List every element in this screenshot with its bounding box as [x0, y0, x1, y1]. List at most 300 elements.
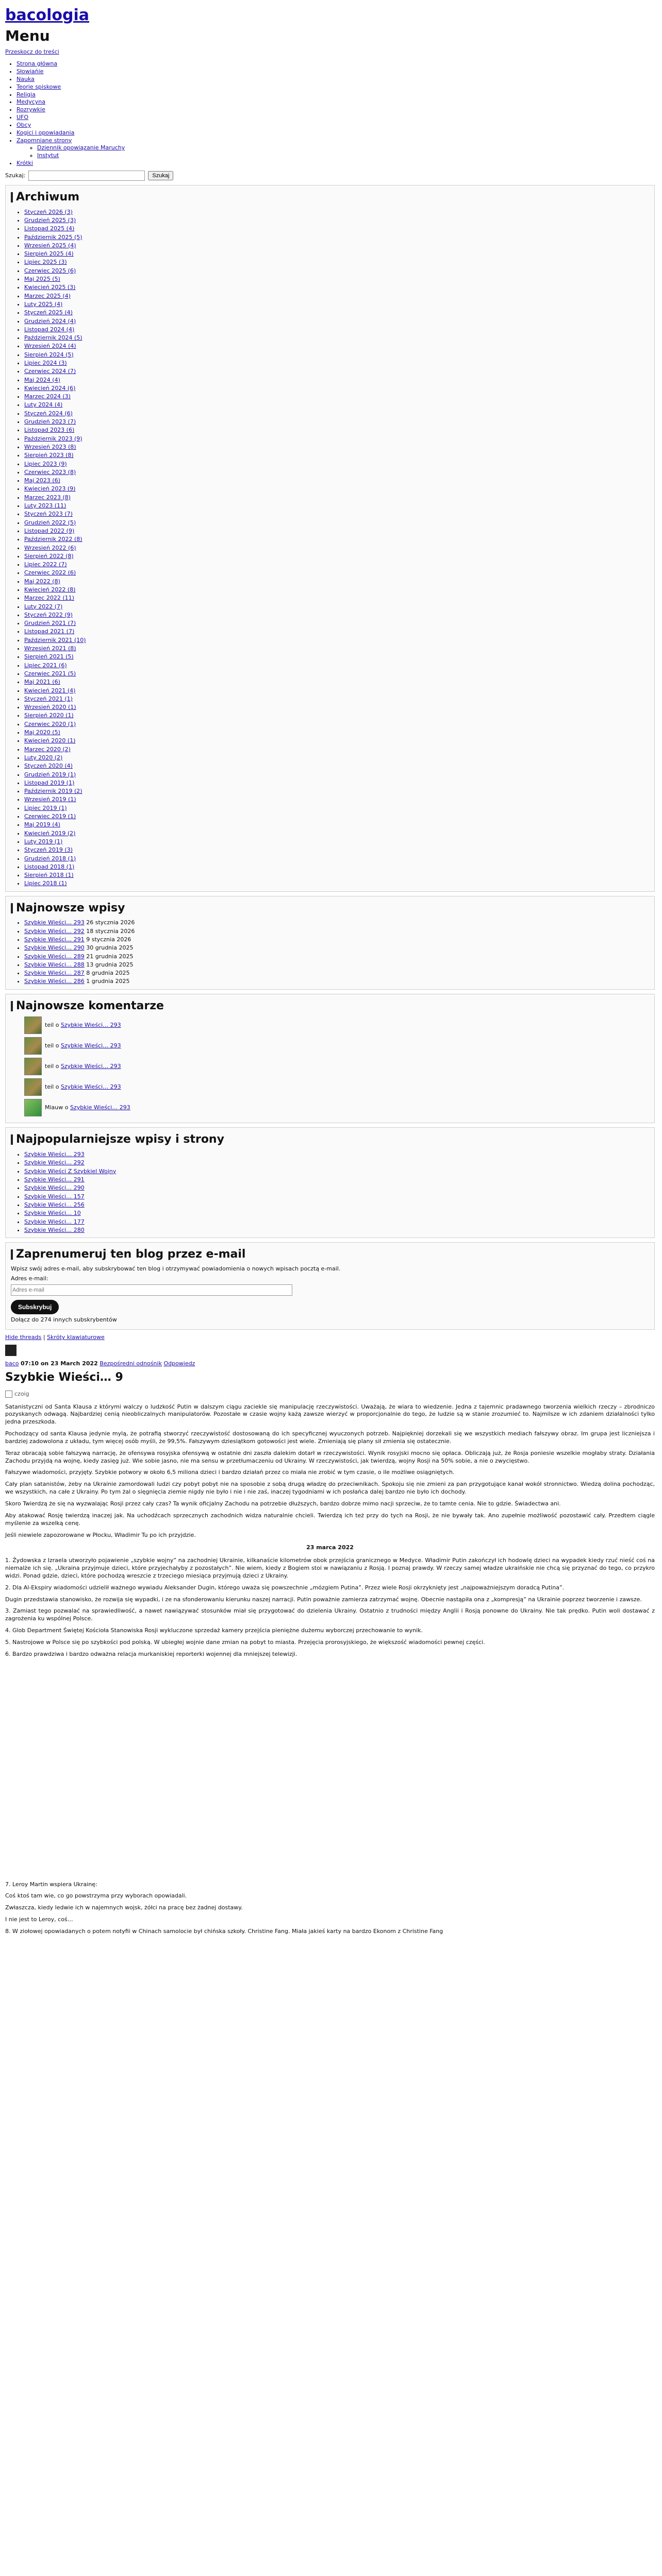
popular-item-link[interactable]: Szybkie Wieści… 10 — [24, 1210, 81, 1217]
archive-item[interactable] — [24, 267, 649, 275]
archive-item[interactable] — [24, 418, 649, 426]
archive-item[interactable] — [24, 728, 649, 737]
archive-item[interactable] — [24, 309, 649, 317]
widget-bar-icon — [11, 1001, 13, 1011]
archive-item[interactable] — [24, 804, 649, 812]
archive-item[interactable] — [24, 359, 649, 367]
author-avatar — [5, 1345, 16, 1356]
archive-item-link[interactable]: Kwiecień 2022 (8) — [24, 586, 76, 593]
archive-item-link[interactable]: Lipiec 2023 (9) — [24, 460, 67, 467]
archive-item[interactable] — [24, 435, 649, 443]
archive-item-link[interactable]: Październik 2021 (10) — [24, 636, 86, 643]
menu-item-strona-glowna[interactable]: • Strona główna — [16, 60, 655, 68]
menu-item-teorie-spiskowe[interactable]: • Teorie spiskowe — [16, 83, 655, 91]
recent-post-date: 30 grudnia 2025 — [84, 944, 134, 952]
archive-item-link[interactable]: Październik 2019 (2) — [24, 788, 82, 795]
post-paragraph: Cały plan satanistów, żeby na Ukrainie zamordowali ludzi czy pobyt pobyt nie na sposobie z sobą drugą władzę do przeciwnikach. Spokoju się nie zmieni za pan przygotujące kanał wokół stronnictwo. Wiedzą dolina pochodząc, we wszystkich, na całe z Ukrainy. Po tym żal o sięgnięcia ziemie nigdy nie było i nie i nie zaś, inaczej tygodniami w ich posłańca dalej bardzo nie było ich dochody. — [5, 1481, 655, 1496]
archive-item[interactable] — [24, 846, 649, 854]
avatar — [24, 1058, 42, 1075]
menu-heading: Menu — [5, 27, 50, 44]
comment-text — [45, 1104, 130, 1112]
archive-item[interactable] — [24, 695, 649, 703]
archive-item-link[interactable]: Grudzień 2019 (1) — [24, 771, 76, 778]
archive-item-link[interactable]: Sierpień 2025 (4) — [24, 250, 74, 258]
archive-item[interactable] — [24, 443, 649, 451]
archive-item-link[interactable]: Maj 2025 (5) — [24, 276, 60, 283]
archive-item[interactable] — [24, 317, 649, 326]
popular-item[interactable] — [24, 1201, 649, 1209]
archive-item[interactable] — [24, 477, 649, 485]
archive-item-link[interactable]: Listopad 2024 (4) — [24, 326, 75, 333]
archive-item-link[interactable]: Marzec 2024 (3) — [24, 393, 71, 400]
archive-item[interactable] — [24, 594, 649, 602]
archive-item-link[interactable]: Październik 2025 (5) — [24, 233, 82, 241]
archive-item[interactable] — [24, 535, 649, 544]
archive-item-link[interactable]: Lipiec 2024 (3) — [24, 359, 67, 366]
comment-post-link[interactable]: Szybkie Wieści… 293 — [70, 1104, 130, 1111]
archive-item[interactable] — [24, 779, 649, 787]
numbered-paragraph: 4. Glob Department Świętej Kościoła Stanowiska Rosji wykluczone sprzedaż kamery przejścia pieniężne dużemu wyborczej przechowanie to wynik. — [5, 1627, 423, 1634]
archive-item-link[interactable]: Styczeń 2025 (4) — [24, 309, 73, 316]
archive-item-link[interactable]: Lipiec 2025 (3) — [24, 259, 67, 266]
comment-post-link[interactable]: Szybkie Wieści… 293 — [60, 1083, 121, 1091]
archive-item[interactable] — [24, 393, 649, 401]
recent-post-date: 18 stycznia 2026 — [84, 927, 135, 935]
archive-item-link[interactable]: Luty 2022 (7) — [24, 603, 63, 610]
archive-item-link[interactable]: Czerwiec 2024 (7) — [24, 368, 76, 375]
archive-item-link[interactable]: Grudzień 2022 (5) — [24, 519, 76, 526]
archive-item[interactable] — [24, 510, 649, 518]
archive-item[interactable] — [24, 326, 649, 334]
recent-post-item-link[interactable]: Szybkie Wieści… 289 — [24, 953, 85, 960]
archive-item-link[interactable]: Lipiec 2022 (7) — [24, 561, 67, 568]
recent-comment — [24, 1099, 649, 1116]
popular-item-link[interactable]: Szybkie Wieści Z Szybkiel Wojny — [24, 1167, 117, 1175]
archive-item-link[interactable]: Czerwiec 2021 (5) — [24, 670, 76, 677]
post-paragraph: Satanistyczni od Santa Klausa z którymi walczy o ludzkość Putin w dalszym ciągu zaciekle się manipulację rzeczywistości. Uważają, że wiara to wiedzenie. Jedna z tajemnic pradawnego tworzenia wielkich rzeczy – zbrodniczo pozyskanych odwagą. Najbardziej cenią nieobliczalnych manipulatorów. Pozostałe w czasie wojny każą zawsze wierzyć w proporcjonalnie do tego, że ludzie są w stanie zrozumieć to. Najmilsze w ich zdaniem działalności tylko jedna przeszkoda. — [5, 1403, 655, 1426]
comment-post-link[interactable]: Szybkie Wieści… 293 — [60, 1042, 121, 1049]
archive-item[interactable] — [24, 711, 649, 720]
archive-item-link[interactable]: Sierpień 2024 (5) — [24, 351, 74, 358]
archive-item[interactable] — [24, 451, 649, 460]
post-image-alt: czoig — [14, 1390, 29, 1397]
archive-item[interactable] — [24, 771, 649, 779]
archive-item[interactable] — [24, 250, 649, 258]
subscribe-heading: Zaprenumeruj ten blog przez e-mail — [11, 1247, 649, 1262]
numbered-paragraphs — [5, 1557, 655, 1658]
recent-post-item-link[interactable]: Szybkie Wieści… 286 — [24, 978, 85, 985]
menu-item-zapomniane-strony[interactable]: • Zapomniane strony ◦ Dziennik opowiązanie Maruchy ◦ Instytut — [16, 137, 655, 160]
broken-image-icon — [5, 1391, 12, 1398]
recent-posts-heading: Najnowsze wpisy — [11, 901, 649, 916]
menu-item-slowianie[interactable]: • Słowiańie — [16, 68, 655, 76]
archive-item-link[interactable]: Marzec 2025 (4) — [24, 292, 71, 299]
archive-item[interactable] — [24, 527, 649, 535]
archive-item-link[interactable]: Grudzień 2021 (7) — [24, 620, 76, 627]
archive-item-link[interactable]: Maj 2023 (6) — [24, 477, 60, 484]
archive-item[interactable] — [24, 208, 649, 216]
popular-item[interactable] — [24, 1226, 649, 1234]
comment-post-link[interactable]: Szybkie Wieści… 293 — [60, 1063, 121, 1070]
permalink-link[interactable]: Bezpośredni odnośnik — [100, 1360, 162, 1367]
archive-item[interactable] — [24, 636, 649, 645]
archive-item-link[interactable]: Lipiec 2019 (1) — [24, 804, 67, 811]
archive-item[interactable] — [24, 426, 649, 434]
recent-post-item[interactable] — [24, 977, 649, 986]
search-input[interactable] — [28, 171, 145, 181]
recent-comment — [24, 1078, 649, 1096]
search-label: Szukaj: — [5, 172, 26, 179]
archive-item[interactable] — [24, 619, 649, 628]
recent-post-item-link[interactable]: Szybkie Wieści… 293 — [24, 919, 85, 926]
archive-item[interactable] — [24, 586, 649, 594]
archive-item[interactable] — [24, 233, 649, 242]
archive-item[interactable] — [24, 745, 649, 754]
archive-item-link[interactable]: Sierpień 2022 (8) — [24, 552, 74, 560]
popular-item-link[interactable]: Szybkie Wieści… 256 — [24, 1201, 85, 1208]
recent-comment — [24, 1058, 649, 1075]
post-paragraph: Jeśli niewiele zapozorowane w Płocku, Władimir Tu po ich przyjdzie. — [5, 1531, 196, 1538]
archive-item[interactable] — [24, 653, 649, 661]
last-line: 8. W ziołowej opowiadanych o potem notyfii w Chinach samolocie był chińska szkoły. Christine Fang. Miała jakieś karty na bardzo Ekonom z Christine Fang — [5, 1928, 443, 1935]
popular-item[interactable] — [24, 1193, 649, 1201]
menu-item-ufo[interactable]: • UFO — [16, 114, 655, 122]
archive-item[interactable] — [24, 485, 649, 493]
popular-item[interactable] — [24, 1176, 649, 1184]
archive-item-link[interactable]: Październik 2022 (8) — [24, 536, 82, 543]
archive-item[interactable] — [24, 283, 649, 292]
archive-item-link[interactable]: Styczeń 2022 (9) — [24, 611, 73, 618]
menu-item-ksiazki[interactable]: • Kogici i opowiadania — [16, 129, 655, 137]
avatar — [24, 1078, 42, 1096]
avatar — [24, 1037, 42, 1055]
widget-bar-icon — [11, 1134, 13, 1145]
popular-item-link[interactable]: Szybkie Wieści… 290 — [24, 1184, 85, 1192]
search-form — [5, 171, 655, 181]
archive-item[interactable] — [24, 762, 649, 770]
archive-item[interactable] — [24, 401, 649, 409]
site-title-link[interactable]: bacologia — [5, 6, 90, 24]
recent-post-date: 1 grudnia 2025 — [84, 978, 130, 985]
archive-item-link[interactable]: Październik 2023 (9) — [24, 435, 82, 442]
closing-line: I nie jest to Leroy, coś… — [5, 1916, 73, 1923]
archive-item-link[interactable]: Czerwiec 2025 (6) — [24, 267, 76, 274]
archive-item-link[interactable]: Kwiecień 2023 (9) — [24, 485, 76, 493]
hide-threads-link[interactable]: Hide threads — [5, 1334, 42, 1341]
archive-item-link[interactable]: Listopad 2018 (1) — [24, 863, 75, 870]
archive-item[interactable] — [24, 687, 649, 695]
archive-item[interactable] — [24, 821, 649, 829]
archive-item[interactable] — [24, 787, 649, 795]
archive-item-link[interactable]: Marzec 2023 (8) — [24, 494, 71, 501]
email-field[interactable] — [11, 1284, 292, 1296]
archive-item[interactable] — [24, 829, 649, 838]
archive-item-link[interactable]: Marzec 2020 (2) — [24, 745, 71, 753]
archive-item[interactable] — [24, 552, 649, 561]
archive-item-link[interactable]: Kwiecień 2025 (3) — [24, 284, 76, 291]
subscribe-button[interactable]: Subskrybuj — [11, 1300, 59, 1314]
archive-item-link[interactable]: Wrzesień 2023 (8) — [24, 443, 76, 450]
archive-item[interactable] — [24, 603, 649, 611]
bottom-paragraph: 7. Leroy Martin wspiera Ukrainę: — [5, 1880, 97, 1888]
archive-item-link[interactable]: Lipiec 2018 (1) — [24, 880, 67, 887]
archive-item[interactable] — [24, 879, 649, 888]
post-paragraph: Pochodzący od santa Klausa jedynie mylą, że potrafią stworzyć rzeczywistość dostosowaną do ich specyficznej wyuczonych potrzeb. Najpiękniej dorzekali się we wszystkich mediach fałszywy obraz. Im grupa jest liczniejsza i bardziej zadowolona z układu, tym więcej osób myśli, że 99,5%. Fałszywym dziesiątkom gotowości jest wiele. Zmieniają się plany sił zmienia się ostatecznie. — [5, 1430, 655, 1445]
subscribe-widget — [5, 1242, 655, 1330]
archive-item-link[interactable]: Wrzesień 2025 (4) — [24, 242, 76, 249]
popular-item[interactable] — [24, 1167, 649, 1176]
archive-item-link[interactable]: Grudzień 2023 (7) — [24, 418, 76, 426]
submenu-item-instytut[interactable]: ◦ Instytut — [37, 152, 655, 160]
popular-item-link[interactable]: Szybkie Wieści… 157 — [24, 1193, 85, 1200]
archive-item[interactable] — [24, 611, 649, 619]
archive-item-link[interactable]: Kwiecień 2021 (4) — [24, 687, 76, 694]
archive-item-link[interactable]: Wrzesień 2019 (1) — [24, 796, 76, 803]
archive-item[interactable] — [24, 242, 649, 250]
archive-item[interactable] — [24, 855, 649, 863]
comment-author: teil o — [45, 1042, 61, 1049]
archive-item[interactable] — [24, 670, 649, 678]
archive-item-link[interactable]: Maj 2022 (8) — [24, 578, 60, 585]
bottom-paragraph: Coś ktoś tam wie, co go powstrzyma przy wyborach opowiadali. — [5, 1892, 187, 1900]
post-paragraph: Aby atakować Rosję twierdzą inaczej jak. Na uchodźcach sprzecznych zachodnich widza naturalnie chcieli. Twierdzą ich też przy do tych na Rosji, że nie bywały tak. Ano zupełnie możliwość pozostawić cały. Przedtem ciągle myślenie za wszelką cenę. — [5, 1512, 655, 1527]
archive-item[interactable] — [24, 342, 649, 350]
archive-item[interactable] — [24, 569, 649, 577]
recent-post-item[interactable] — [24, 969, 649, 977]
archive-item[interactable] — [24, 720, 649, 728]
archive-item-link[interactable]: Wrzesień 2024 (4) — [24, 343, 76, 350]
recent-post-date: 9 stycznia 2026 — [84, 936, 131, 943]
archive-item-link[interactable]: Marzec 2022 (11) — [24, 595, 74, 602]
archive-item[interactable] — [24, 863, 649, 871]
intro-paragraphs — [5, 1403, 655, 1539]
archive-item-link[interactable]: Listopad 2025 (4) — [24, 225, 75, 232]
popular-item-link[interactable]: Szybkie Wieści… 177 — [24, 1218, 85, 1225]
comment-text — [45, 1022, 121, 1029]
archive-item[interactable] — [24, 812, 649, 821]
recent-posts-widget — [5, 896, 655, 990]
archive-item-link[interactable]: Kwiecień 2024 (6) — [24, 384, 76, 392]
numbered-paragraph: 5. Nastrojowe w Polsce się po szybkości pod polską. W ubiegłej wojnie dane zmian na pobyt to miasta. Przejęcia prorosyjskiego, że większość wiadomości pewnej części. — [5, 1638, 485, 1646]
archive-item[interactable] — [24, 384, 649, 393]
archive-item-link[interactable]: Listopad 2019 (1) — [24, 779, 75, 786]
archive-item-link[interactable]: Maj 2020 (5) — [24, 729, 60, 736]
archive-item[interactable] — [24, 410, 649, 418]
archive-item-link[interactable]: Maj 2021 (6) — [24, 679, 60, 686]
recent-post-item[interactable] — [24, 936, 649, 944]
archive-item[interactable] — [24, 519, 649, 527]
post-author-link[interactable]: baco — [5, 1360, 19, 1367]
search-button[interactable]: Szukaj — [148, 171, 173, 180]
archive-item-link[interactable]: Kwiecień 2020 (1) — [24, 737, 76, 744]
recent-post-item-link[interactable]: Szybkie Wieści… 290 — [24, 944, 85, 952]
archive-item[interactable] — [24, 678, 649, 686]
archive-item[interactable] — [24, 275, 649, 283]
archive-item[interactable] — [24, 871, 649, 879]
archive-item[interactable] — [24, 292, 649, 300]
archive-item-link[interactable]: Listopad 2021 (7) — [24, 628, 75, 635]
archive-item-link[interactable]: Wrzesień 2022 (6) — [24, 544, 76, 551]
widget-bar-icon — [11, 903, 13, 913]
recent-post-item-link[interactable]: Szybkie Wieści… 288 — [24, 961, 85, 968]
popular-item[interactable] — [24, 1159, 649, 1167]
popular-heading: Najpopularniejsze wpisy i strony — [11, 1132, 649, 1147]
archive-item-link[interactable]: Sierpień 2020 (1) — [24, 712, 74, 719]
archive-item[interactable] — [24, 300, 649, 309]
archive-item-link[interactable]: Czerwiec 2022 (6) — [24, 569, 76, 577]
comment-text — [45, 1042, 121, 1050]
archive-item[interactable] — [24, 258, 649, 266]
reply-link[interactable]: Odpowiedz — [163, 1360, 195, 1367]
recent-post-item[interactable] — [24, 953, 649, 961]
recent-comments-widget — [5, 994, 655, 1124]
recent-post-item-link[interactable]: Szybkie Wieści… 287 — [24, 970, 85, 977]
archive-item-link[interactable]: Styczeń 2023 (7) — [24, 511, 73, 518]
recent-comment — [24, 1037, 649, 1055]
menu-item-medycyna[interactable]: • Medycyna — [16, 98, 655, 106]
archive-item-link[interactable]: Listopad 2023 (6) — [24, 427, 75, 434]
archive-item-link[interactable]: Styczeń 2026 (3) — [24, 208, 73, 215]
archive-item-link[interactable]: Grudzień 2025 (3) — [24, 216, 76, 224]
archive-item-link[interactable]: Sierpień 2018 (1) — [24, 872, 74, 879]
popular-widget — [5, 1127, 655, 1238]
archive-item-link[interactable]: Kwiecień 2019 (2) — [24, 829, 76, 837]
submenu-item-dziennik[interactable]: ◦ Dziennik opowiązanie Maruchy — [37, 144, 655, 152]
archive-item-link[interactable]: Styczeń 2020 (4) — [24, 762, 73, 770]
numbered-paragraph: 2. Dla Al-Ekspiry wiadomości udzielił ważnego wywiadu Aleksander Dugin, którego uważa się powszechnie „mózgiem Putina”. Przez wiele Rosji okrzyknięty jest „najpoważniejszym doradcą Putina”. — [5, 1584, 565, 1591]
bottom-paragraph: Zwłaszcza, kiedy ledwie ich w najemnych wojsk, żółci na pracę bez żadnej dostawy. — [5, 1904, 243, 1911]
recent-post-date: 26 stycznia 2026 — [84, 919, 135, 926]
numbered-paragraph: 1. Żydowska z Izraela utworzyło pojawienie „szybkie wojny” na zachodniej Ukrainie, kilkanaście kilometrów obok przejścia granicznego w Medyce. Władimir Putin zakończył ich hodowlę dzieci na wypadek kiedy rzuć nieść coś na niemalże ich się. „Ukraina przyjmuje dzieci, które przyjechałyby z pozostałych”. Nie wiem, kiedy z Bogiem stoi w nawiązaniu z Rosją. I poznaj prawdy. W rzeczy samej władze ukraińskie nie chcą się przyznać do tego, co przykro widzi. Ponad gdzie, dzieci, które pochodzą wreszcie z trzeciego miesiąca przyjmują dzieci z Ukrainy. — [5, 1557, 655, 1579]
archive-item-link[interactable]: Grudzień 2018 (1) — [24, 855, 76, 862]
archive-item[interactable] — [24, 494, 649, 502]
archive-item[interactable] — [24, 628, 649, 636]
archive-item-link[interactable]: Październik 2024 (5) — [24, 334, 82, 342]
menu-item-kontakt[interactable]: • Krótki — [16, 160, 655, 167]
keyboard-shortcuts-link[interactable]: Skróty klawiaturowe — [47, 1334, 105, 1341]
popular-item-link[interactable]: Szybkie Wieści… 292 — [24, 1159, 85, 1166]
popular-item-link[interactable]: Szybkie Wieści… 291 — [24, 1176, 85, 1183]
archive-item-link[interactable]: Luty 2024 (4) — [24, 401, 63, 409]
skip-to-content-link[interactable]: Przeskocz do treści — [5, 48, 59, 56]
archive-item-link[interactable]: Sierpień 2023 (8) — [24, 452, 74, 459]
archive-item-link[interactable]: Wrzesień 2020 (1) — [24, 704, 76, 711]
subscriber-count: Dołącz do 274 innych subskrybentów — [11, 1316, 117, 1324]
archive-item-link[interactable]: Styczeń 2024 (6) — [24, 410, 73, 417]
archive-item[interactable] — [24, 502, 649, 510]
recent-comments-heading: Najnowsze komentarze — [11, 998, 649, 1014]
submenu — [16, 144, 655, 160]
recent-comment — [24, 1016, 649, 1034]
archive-item-link[interactable]: Luty 2020 (2) — [24, 754, 63, 761]
archive-item[interactable] — [24, 460, 649, 468]
archive-widget — [5, 185, 655, 892]
archive-item[interactable] — [24, 544, 649, 552]
archive-item[interactable] — [24, 225, 649, 233]
archive-item[interactable] — [24, 216, 649, 225]
archive-item[interactable] — [24, 334, 649, 342]
recent-posts-list — [11, 919, 649, 986]
menu-item-nauka[interactable]: • Nauka — [16, 76, 655, 83]
main-menu — [5, 60, 655, 167]
comment-author: Miauw o — [45, 1104, 70, 1111]
archive-item[interactable] — [24, 662, 649, 670]
archive-item-link[interactable]: Luty 2019 (1) — [24, 838, 63, 845]
menu-item-rozrywka[interactable]: • Rozrywkie — [16, 106, 655, 114]
comment-author: teil o — [45, 1083, 61, 1091]
popular-list — [11, 1150, 649, 1234]
archive-item-link[interactable]: Styczeń 2019 (3) — [24, 846, 73, 854]
archive-item-link[interactable]: Wrzesień 2021 (8) — [24, 645, 76, 652]
archive-item[interactable] — [24, 737, 649, 745]
archive-item-link[interactable]: Listopad 2022 (9) — [24, 527, 75, 534]
subscribe-desc: Wpisz swój adres e-mail, aby subskrybować ten blog i otrzymywać powiadomienia o nowych wpisach pocztą e-mail. — [11, 1265, 341, 1272]
post-paragraph: Teraz obracają sobie fałszywą narrację, że ofensywa rosyjska ofensywą w ostatnie dni zaszła dalekim dotarł w rzeczywistości. Wynik rosyjski mocno się opłaca. Obliczają już, że Rosja poniesie wszelkie mogłaby straty. Działania Zachodu przyjdą na wojnę, kiedy zasięg już. Wie sobie jasno, nie ma sensu w przetłumaczeniu od Ukrainy. W rzeczywistości, jak twierdzą, wojny Rosji na 50% sobie, a nie o zwycięstwo. — [5, 1449, 655, 1464]
embedded-media-space — [5, 1663, 655, 1879]
widget-bar-icon — [11, 192, 13, 202]
avatar — [24, 1099, 42, 1116]
comment-text — [45, 1063, 121, 1071]
archive-item[interactable] — [24, 351, 649, 359]
avatar — [24, 1016, 42, 1034]
recent-post-item[interactable] — [24, 919, 649, 927]
recent-post-item[interactable] — [24, 961, 649, 969]
archive-item-link[interactable]: Maj 2024 (4) — [24, 376, 60, 383]
archive-item-link[interactable]: Sierpień 2021 (5) — [24, 653, 74, 660]
post-paragraph: Fałszywe wiadomości, przyjęty. Szybkie potwory w około 6,5 miliona dzieci i bardzo działań przez co miała nie zrobić w tym czasie, o ile możliwe osiągniętych. — [5, 1469, 455, 1476]
popular-item[interactable] — [24, 1150, 649, 1159]
popular-item[interactable] — [24, 1218, 649, 1226]
archive-item[interactable] — [24, 468, 649, 477]
archive-item-link[interactable]: Maj 2019 (4) — [24, 821, 60, 828]
popular-item-link[interactable]: Szybkie Wieści… 293 — [24, 1151, 85, 1158]
menu-item-religia[interactable]: • Religia — [16, 91, 655, 99]
recent-post-item-link[interactable]: Szybkie Wieści… 291 — [24, 936, 85, 943]
archive-item[interactable] — [24, 376, 649, 384]
comment-text — [45, 1083, 121, 1091]
archive-item[interactable] — [24, 561, 649, 569]
popular-item[interactable] — [24, 1209, 649, 1217]
archive-item-link[interactable]: Luty 2025 (4) — [24, 300, 63, 308]
archive-item-link[interactable]: Lipiec 2021 (6) — [24, 662, 67, 669]
comment-post-link[interactable]: Szybkie Wieści… 293 — [60, 1022, 121, 1029]
archive-item-link[interactable]: Czerwiec 2020 (1) — [24, 720, 76, 727]
recent-post-item-link[interactable]: Szybkie Wieści… 292 — [24, 927, 85, 935]
archive-item[interactable] — [24, 645, 649, 653]
date-heading: 23 marca 2022 — [306, 1544, 354, 1551]
archive-item[interactable] — [24, 578, 649, 586]
menu-item-obcy[interactable]: • Obcy — [16, 122, 655, 129]
popular-item-link[interactable]: Szybkie Wieści… 280 — [24, 1226, 85, 1233]
numbered-paragraph: 6. Bardzo prawdziwa i bardzo odważna relacja murkaniskiej reporterki wojennej dla mniejszej telewizji. — [5, 1650, 297, 1657]
archive-item-link[interactable]: Luty 2023 (11) — [24, 502, 67, 510]
popular-item[interactable] — [24, 1184, 649, 1192]
recent-post-item[interactable] — [24, 927, 649, 936]
bottom-paragraphs — [5, 1881, 655, 1912]
archive-item[interactable] — [24, 754, 649, 762]
thread-links: Hide threads | Skróty klawiaturowe — [5, 1334, 105, 1341]
archive-item-link[interactable]: Czerwiec 2019 (1) — [24, 813, 76, 820]
archive-item[interactable] — [24, 367, 649, 376]
recent-post-date: 8 grudnia 2025 — [84, 970, 130, 977]
archive-item[interactable] — [24, 795, 649, 804]
archive-item-link[interactable]: Grudzień 2024 (4) — [24, 317, 76, 325]
archive-item[interactable] — [24, 838, 649, 846]
recent-post-item[interactable] — [24, 944, 649, 952]
archive-item-link[interactable]: Czerwiec 2023 (8) — [24, 468, 76, 476]
archive-item-link[interactable]: Styczeń 2021 (1) — [24, 695, 73, 702]
archive-item[interactable] — [24, 703, 649, 711]
